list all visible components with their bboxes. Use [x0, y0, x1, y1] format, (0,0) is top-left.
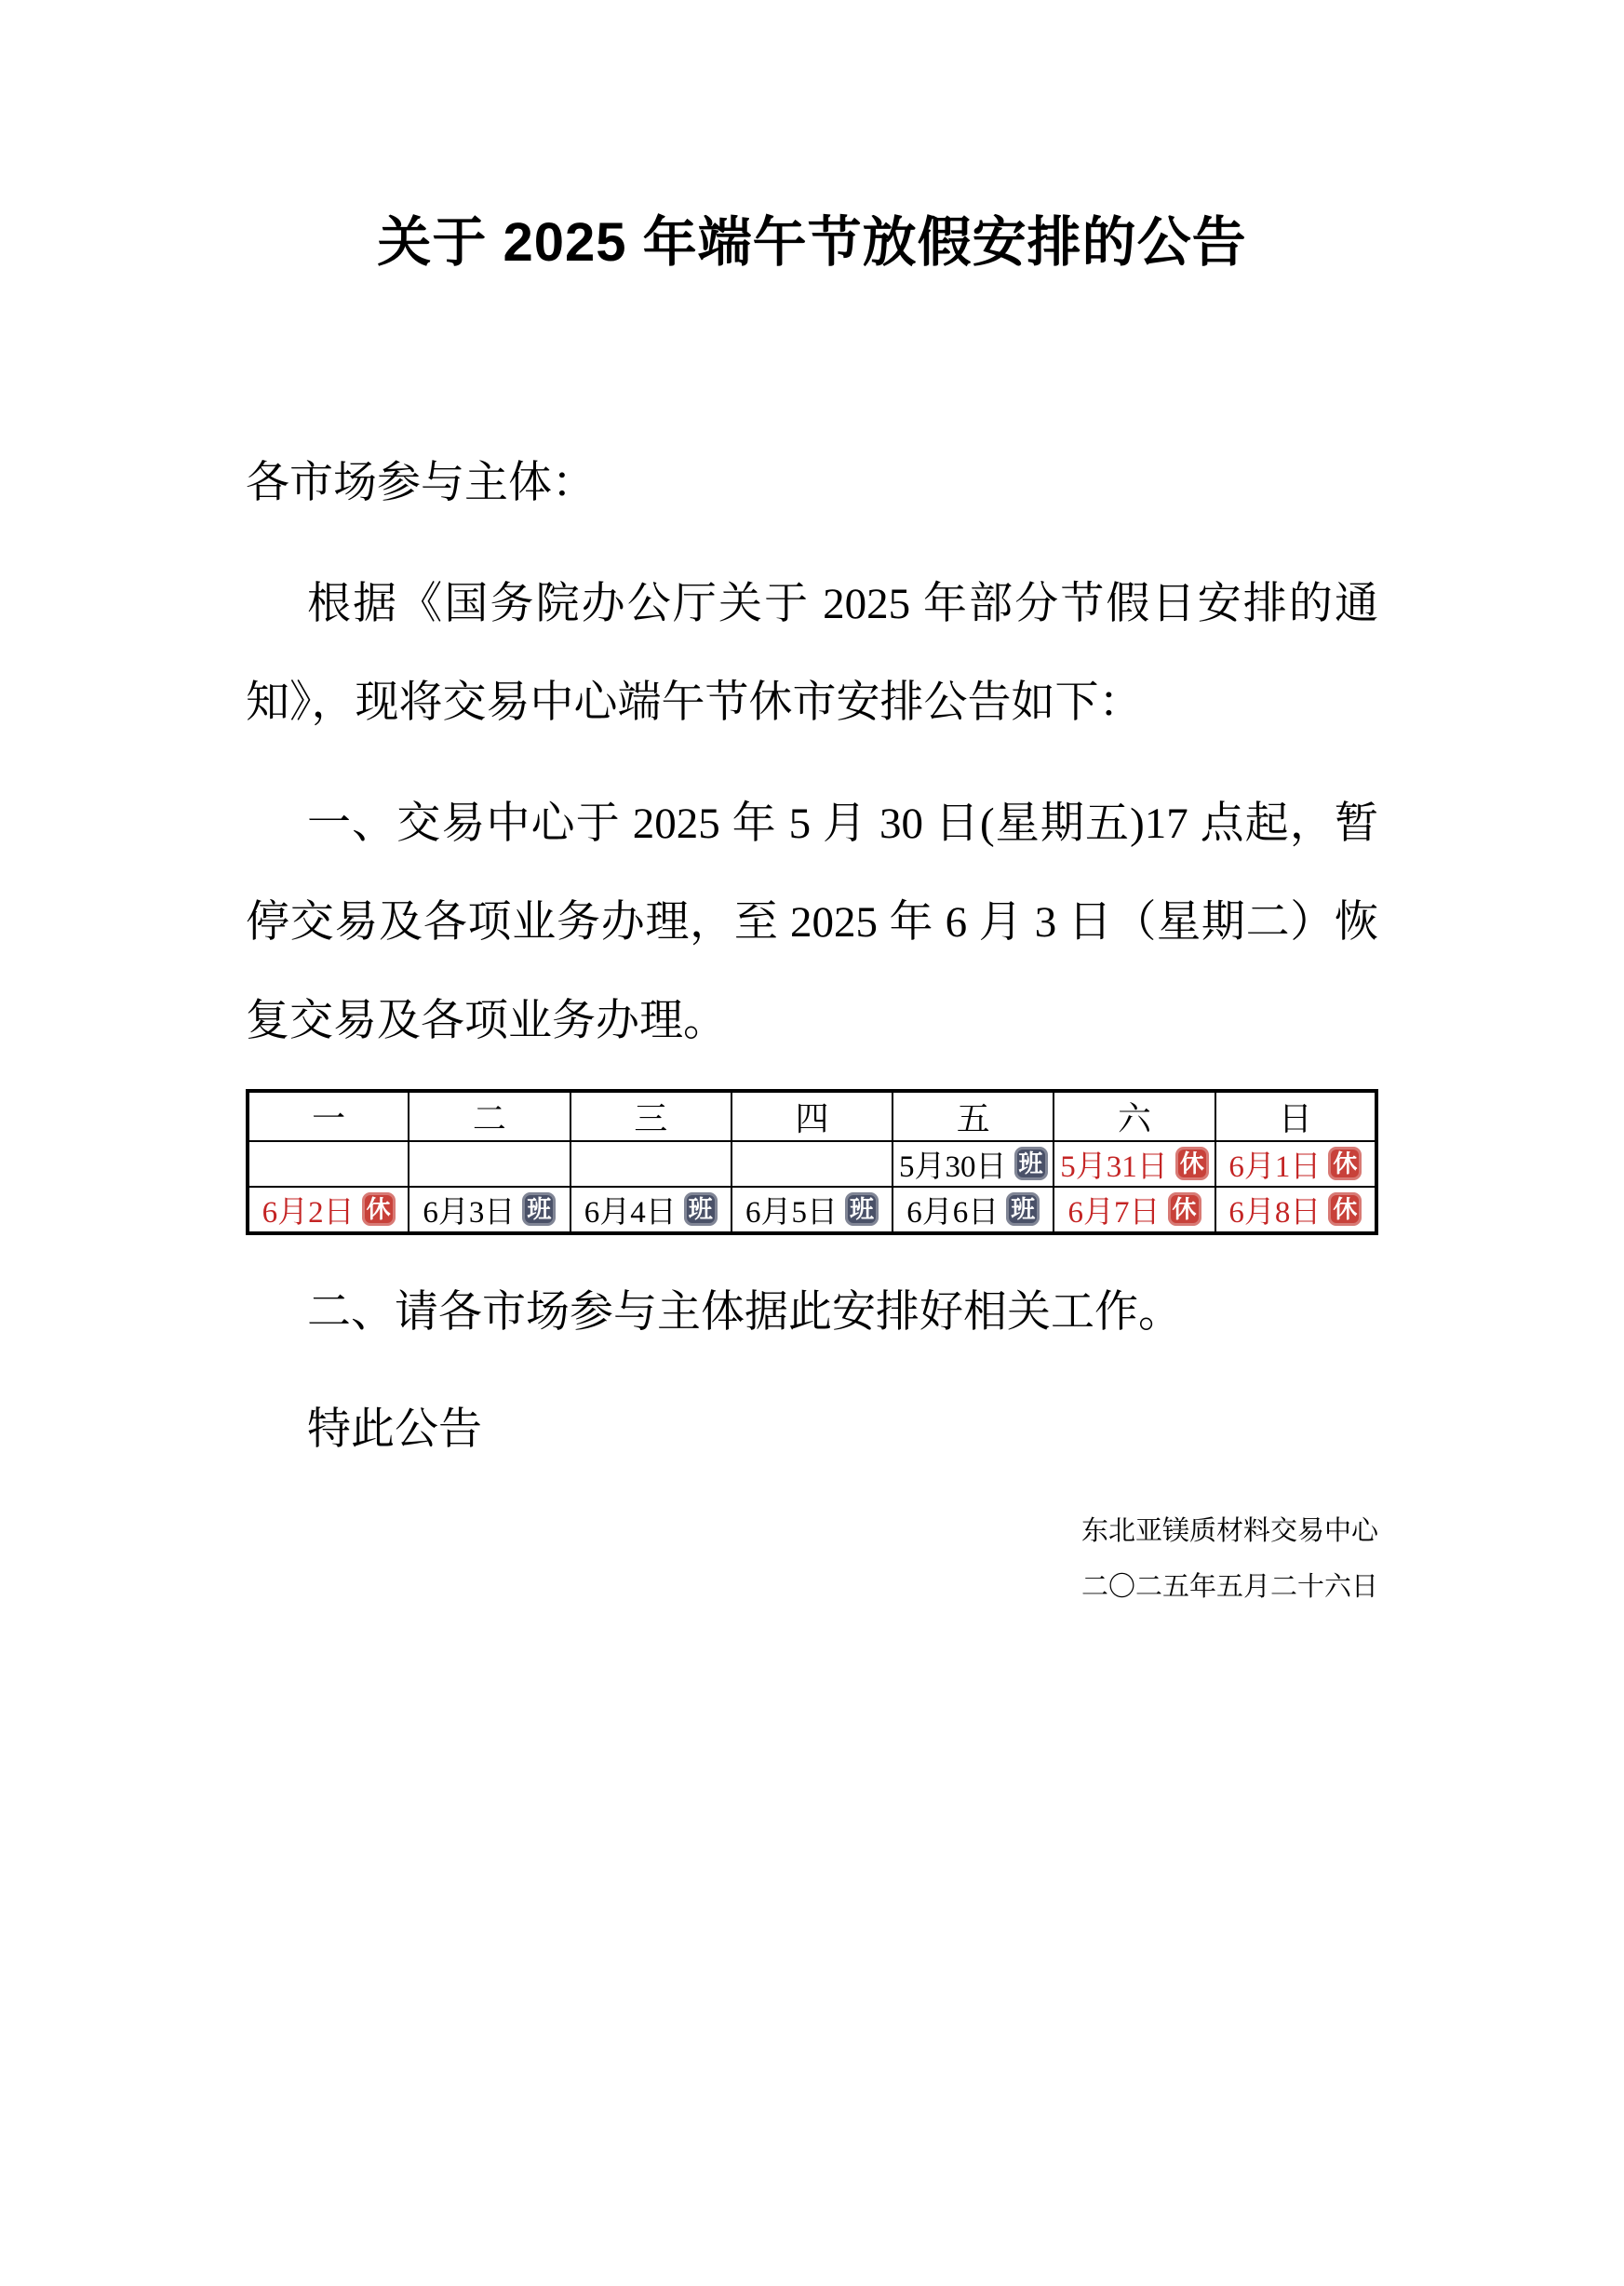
calendar-cell: [570, 1141, 731, 1187]
day-status-badge: 班: [845, 1192, 879, 1226]
calendar-date: 6月2日: [262, 1195, 355, 1230]
calendar-cell: [1054, 1141, 1215, 1187]
intro-paragraph: 根据《国务院办公厅关于 2025 年部分节假日安排的通知》，现将交易中心端午节休市安排公告如下：: [246, 579, 1378, 727]
signature-org: 东北亚镁质材料交易中心: [1080, 1515, 1378, 1546]
day-status-badge: 休: [362, 1192, 396, 1226]
signature-block: [246, 1503, 1378, 1615]
calendar-date: 6月6日: [906, 1195, 1000, 1230]
calendar-cell: [1215, 1187, 1376, 1233]
calendar-date: 6月7日: [1067, 1195, 1161, 1230]
weekday-header-tue: 二: [409, 1091, 570, 1141]
calendar-cell: [731, 1187, 893, 1233]
page-title: 关于 2025 年端午节放假安排的公告: [377, 212, 1247, 273]
calendar-date: 6月1日: [1228, 1150, 1322, 1184]
day-status-badge: 休: [1175, 1147, 1209, 1180]
calendar-cell: [409, 1187, 570, 1233]
day-status-badge: 休: [1328, 1192, 1362, 1226]
day-status-badge: 班: [1014, 1147, 1048, 1180]
calendar-cell: [1215, 1141, 1376, 1187]
calendar-cell: [570, 1187, 731, 1233]
calendar-cell: [893, 1141, 1054, 1187]
day-status-badge: 休: [1328, 1147, 1362, 1180]
day-status-badge: 班: [522, 1192, 556, 1226]
day-status-badge: 班: [1006, 1192, 1040, 1226]
calendar-header-row: [248, 1091, 1376, 1141]
weekday-header-sat: 六: [1054, 1091, 1215, 1141]
calendar-cell: [409, 1141, 570, 1187]
calendar-date: 6月8日: [1228, 1195, 1322, 1230]
calendar-cell: [893, 1187, 1054, 1233]
calendar-cell: [731, 1141, 893, 1187]
item1-paragraph: 一、交易中心于 2025 年 5 月 30 日(星期五)17 点起，暂停交易及各项业务办理，至 2025 年 6 月 3 日（星期二）恢复交易及各项业务办理。: [246, 799, 1378, 1045]
weekday-header-thu: 四: [731, 1091, 893, 1141]
weekday-header-fri: 五: [893, 1091, 1054, 1141]
day-status-badge: 休: [1168, 1192, 1201, 1226]
weekday-header-sun: 日: [1215, 1091, 1376, 1141]
weekday-header-mon: 一: [248, 1091, 409, 1141]
signature-date: 二〇二五年五月二十六日: [1080, 1571, 1378, 1602]
salutation: 各市场参与主体：: [246, 458, 596, 507]
day-status-badge: 班: [684, 1192, 718, 1226]
calendar-date: 6月5日: [745, 1195, 838, 1230]
calendar-row: [248, 1141, 1376, 1187]
calendar-cell: [248, 1187, 409, 1233]
calendar-date: 6月3日: [423, 1195, 516, 1230]
holiday-calendar-table: [246, 1089, 1378, 1235]
calendar-cell: [248, 1141, 409, 1187]
item2-paragraph: 二、请各市场参与主体据此安排好相关工作。: [307, 1287, 1182, 1337]
calendar-row: [248, 1187, 1376, 1233]
closing-statement: 特此公告: [307, 1405, 482, 1454]
weekday-header-wed: 三: [570, 1091, 731, 1141]
calendar-date: 5月31日: [1060, 1150, 1168, 1184]
calendar-cell: [1054, 1187, 1215, 1233]
calendar-date: 6月4日: [584, 1195, 677, 1230]
calendar-date: 5月30日: [899, 1150, 1007, 1184]
